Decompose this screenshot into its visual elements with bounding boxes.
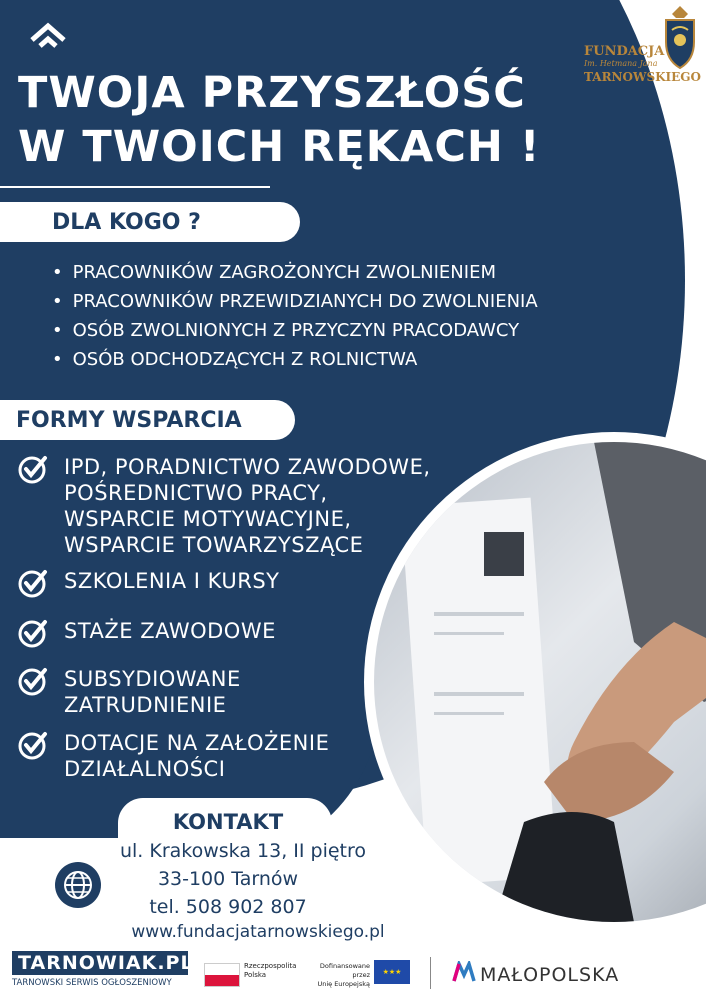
support-item-text: IPD, PORADNICTWO ZAWODOWE, POŚREDNICTWO PRACY, WSPARCIE MOTYWACYJNE, WSPARCIE TOWARZYSZĄCE bbox=[64, 455, 431, 557]
check-circle-icon bbox=[18, 568, 48, 598]
list-item: • OSÓB ODCHODZĄCYCH Z ROLNICTWA bbox=[52, 345, 538, 374]
formy-wsparcia-heading: FORMY WSPARCIA bbox=[0, 400, 295, 440]
tarnowiak-logo-text: TARNOWIAK.PL bbox=[12, 951, 188, 975]
eu-flag-icon: ★★★ bbox=[374, 960, 410, 984]
foundation-logo bbox=[578, 4, 702, 90]
support-item bbox=[18, 568, 279, 598]
title-line-2: W TWOICH RĘKACH ! bbox=[18, 122, 541, 172]
support-item-text: STAŻE ZAWODOWE bbox=[64, 619, 276, 643]
coat-of-arms-icon bbox=[658, 4, 702, 74]
support-item bbox=[18, 730, 329, 782]
support-item-text: SUBSYDIOWANE ZATRUDNIENIE bbox=[64, 667, 241, 717]
target-group-list bbox=[52, 258, 538, 374]
contact-city: 33-100 Tarnów bbox=[157, 868, 299, 890]
tarnowiak-logo bbox=[12, 951, 194, 995]
tarnowiak-tagline: TARNOWSKI SERWIS OGŁOSZENIOWY bbox=[12, 978, 172, 988]
support-item bbox=[18, 454, 431, 558]
rp-logo-text: Rzeczpospolita Polska bbox=[244, 962, 297, 979]
support-item-text: DOTACJE NA ZAŁOŻENIE DZIAŁALNOŚCI bbox=[64, 731, 330, 781]
support-item bbox=[18, 666, 241, 718]
list-item: • PRACOWNIKÓW PRZEWIDZIANYCH DO ZWOLNIENIA bbox=[52, 287, 538, 316]
check-circle-icon bbox=[18, 454, 48, 484]
contact-website[interactable]: www.fundacjatarnowskiego.pl bbox=[131, 922, 385, 942]
list-item: • OSÓB ZWOLNIONYCH Z PRZYCZYN PRACODAWCY bbox=[52, 316, 538, 345]
support-item bbox=[18, 618, 276, 648]
list-item: • PRACOWNIKÓW ZAGROŻONYCH ZWOLNIENIEM bbox=[52, 258, 538, 287]
contact-heading: KONTAKT bbox=[172, 810, 284, 834]
eu-funding-text: Dofinansowane przez Unię Europejską bbox=[317, 962, 370, 988]
title-line-1: TWOJA PRZYSZŁOŚĆ bbox=[18, 68, 526, 118]
chevron-logo-icon bbox=[28, 18, 68, 50]
footer-divider bbox=[430, 957, 431, 989]
footer-logos bbox=[0, 945, 706, 1000]
malopolska-logo-text: MAŁOPOLSKA bbox=[480, 964, 620, 986]
foundation-name-line2: Im. Hetmana Jana bbox=[584, 59, 658, 68]
check-circle-icon bbox=[18, 730, 48, 760]
globe-icon bbox=[55, 862, 101, 908]
check-circle-icon bbox=[18, 618, 48, 648]
contact-address: ul. Krakowska 13, II piętro bbox=[119, 840, 367, 862]
contact-phone: tel. 508 902 807 bbox=[149, 896, 307, 918]
title-divider bbox=[0, 186, 270, 188]
malopolska-logo-icon bbox=[452, 961, 476, 983]
poland-flag-icon bbox=[204, 963, 240, 987]
check-circle-icon bbox=[18, 666, 48, 696]
dla-kogo-heading: DLA KOGO ? bbox=[0, 202, 300, 242]
support-item-text: SZKOLENIA I KURSY bbox=[64, 569, 280, 593]
page-title bbox=[18, 66, 540, 174]
foundation-name-line1: FUNDACJA bbox=[584, 44, 665, 59]
foundation-name-line3: TARNOWSKIEGO bbox=[584, 70, 702, 84]
